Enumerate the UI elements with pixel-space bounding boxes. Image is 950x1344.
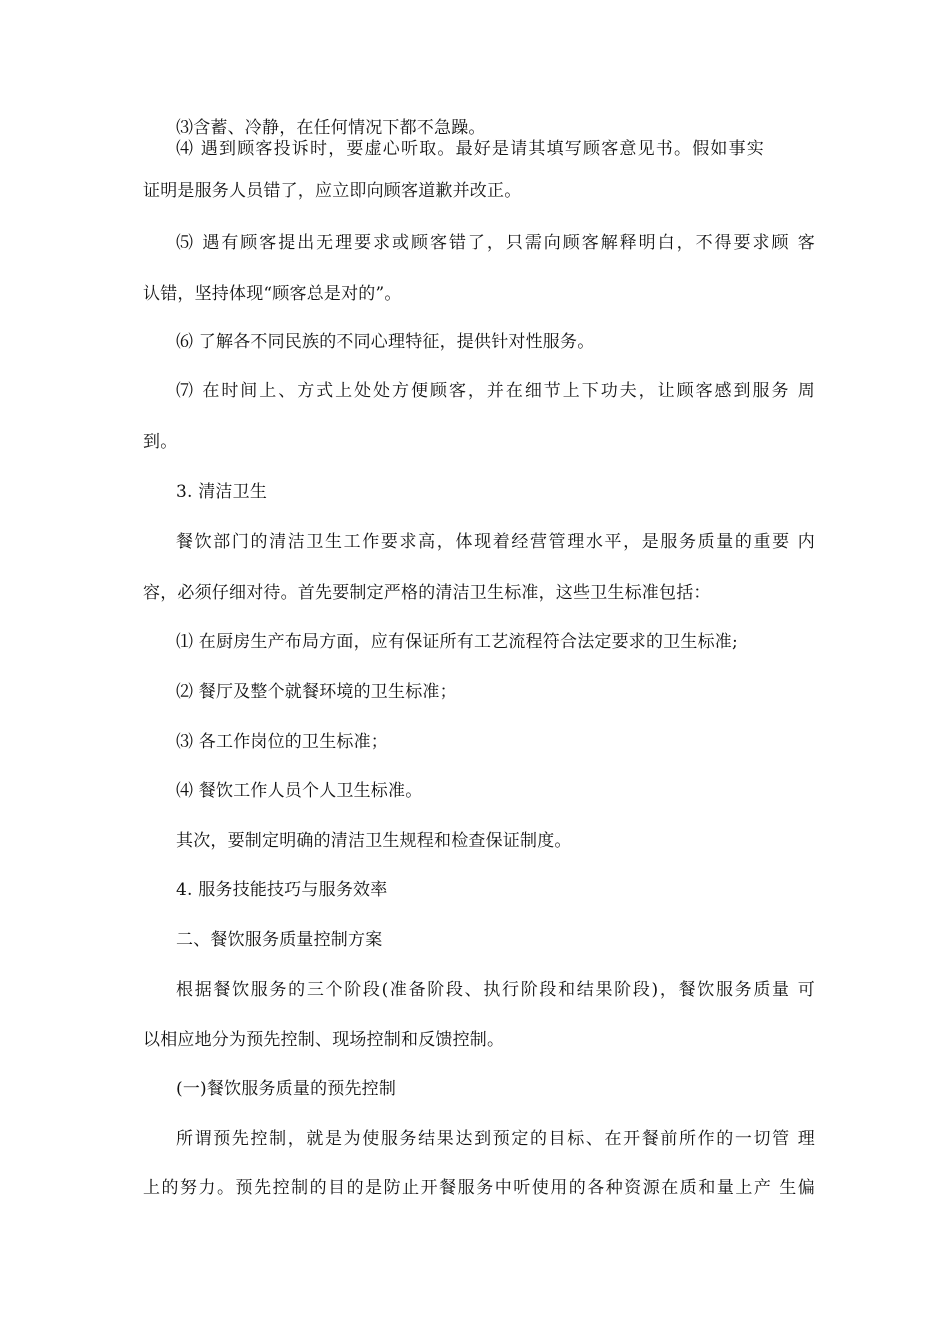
text-line: 认错，坚持体现“顾客总是对的”。 xyxy=(143,284,402,304)
text-line: ⑶含蓄、冷静，在任何情况下都不急躁。 xyxy=(176,118,486,138)
text-line: 上的努力。预先控制的目的是防止开餐服务中听使用的各种资源在质和量上产 生偏 xyxy=(143,1178,815,1198)
text-line: ⑷ 遇到顾客投诉时，要虚心听取。最好是请其填写顾客意见书。假如事实 xyxy=(176,139,766,159)
text-line: ⑵ 餐厅及整个就餐环境的卫生标准； xyxy=(176,682,457,702)
text-line: 根据餐饮服务的三个阶段(准备阶段、执行阶段和结果阶段)，餐饮服务质量 可 xyxy=(176,980,815,1000)
text-line: 以相应地分为预先控制、现场控制和反馈控制。 xyxy=(143,1030,505,1050)
text-line: ⑷ 餐饮工作人员个人卫生标准。 xyxy=(176,781,423,801)
text-line: 容，必须仔细对待。首先要制定严格的清洁卫生标准，这些卫生标准包括： xyxy=(143,583,711,603)
text-line: 其次，要制定明确的清洁卫生规程和检查保证制度。 xyxy=(176,831,572,851)
text-line: ⑶ 各工作岗位的卫生标准； xyxy=(176,732,389,752)
section-heading: (一)餐饮服务质量的预先控制 xyxy=(176,1079,397,1099)
text-line: ⑴ 在厨房生产布局方面，应有保证所有工艺流程符合法定要求的卫生标准; xyxy=(176,632,738,652)
text-line: ⑸ 遇有顾客提出无理要求或顾客错了，只需向顾客解释明白，不得要求顾 客 xyxy=(176,233,815,253)
text-line: 餐饮部门的清洁卫生工作要求高，体现着经营管理水平，是服务质量的重要 内 xyxy=(176,532,815,552)
text-line: ⑺ 在时间上、方式上处处方便顾客，并在细节上下功夫，让顾客感到服务 周 xyxy=(176,381,815,401)
section-heading: 3. 清洁卫生 xyxy=(176,482,268,502)
section-heading: 4. 服务技能技巧与服务效率 xyxy=(176,880,388,900)
text-line: 所谓预先控制，就是为使服务结果达到预定的目标、在开餐前所作的一切管 理 xyxy=(176,1129,815,1149)
text-line: ⑹ 了解各不同民族的不同心理特征，提供针对性服务。 xyxy=(176,332,595,352)
text-line: 到。 xyxy=(143,432,178,452)
text-line: 证明是服务人员错了，应立即向顾客道歉并改正。 xyxy=(143,181,522,201)
section-heading: 二、餐饮服务质量控制方案 xyxy=(176,930,383,950)
